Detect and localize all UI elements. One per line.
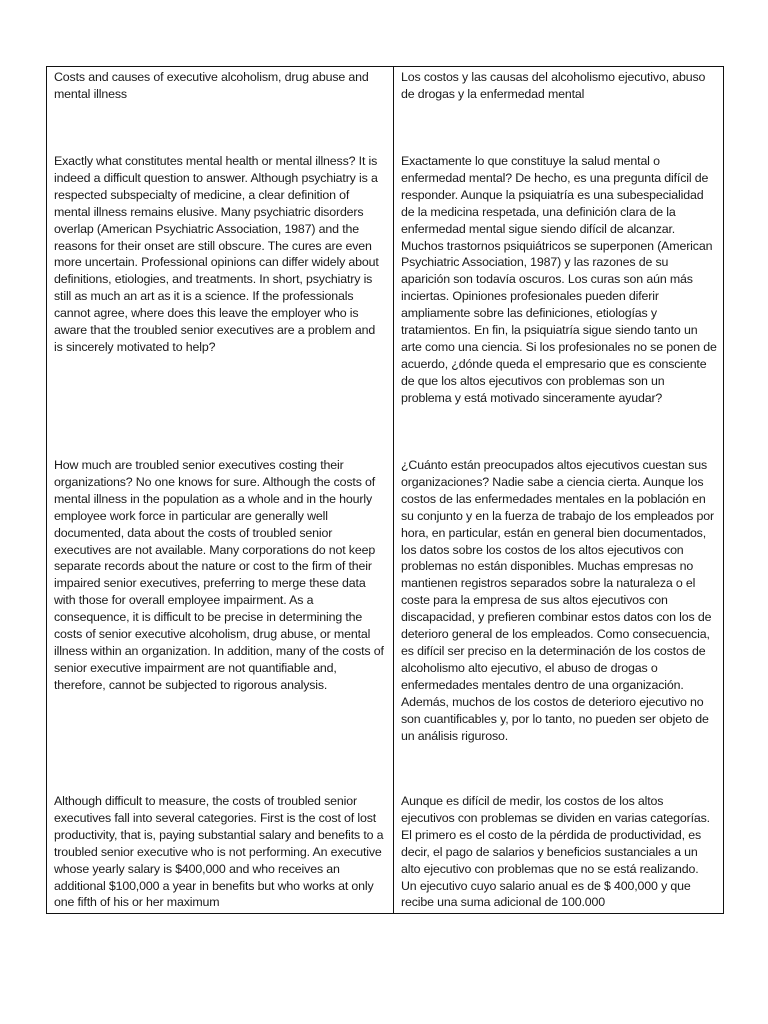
english-column bbox=[47, 67, 394, 914]
english-paragraph-3: Although difficult to measure, the costs of troubled senior executives fall into several categories. First is the cost of lost productivity, that is, paying substantial salary and benefits to a troubled senior executive who is not performing. An executive whose yearly salary is $400,000 and who receives an additional $100,000 a year in benefits but who works at only one fifth of his or her maximum bbox=[54, 794, 384, 910]
spanish-paragraph-1: Exactamente lo que constituye la salud mental o enfermedad mental? De hecho, es una pregunta difícil de responder. Aunque la psiquiatría es una subespecialidad de la medicina respetada, una definición clara de la enfermedad mental sigue siendo difícil de alcanzar. Muchos trastornos psiquiátricos se superponen (American Psychiatric Association, 1987) y las razones de su aparición son todavía oscuros. Los curas son aún más inciertas. Opiniones profesionales pueden diferir ampliamente sobre las definiciones, etiologías y tratamientos. En fin, la psiquiatría sigue siendo tanto un arte como una ciencia. Si los profesionales no se ponen de acuerdo, ¿dónde queda el empresario que es consciente de que los altos ejecutivos con problemas son un problema y está motivado sinceramente ayudar? bbox=[401, 154, 717, 405]
spanish-title: Los costos y las causas del alcoholismo ejecutivo, abuso de drogas y la enfermedad mental bbox=[401, 70, 706, 101]
english-paragraph-1: Exactly what constitutes mental health or mental illness? It is indeed a difficult question to answer. Although psychiatry is a respected subspecialty of medicine, a clear definition of mental illness remains elusive. Many psychiatric disorders overlap (American Psychiatric Association, 1987) and the reasons for their onset are still obscure. The cures are even more uncertain. Professional opinions can differ widely about definitions, etiologies, and treatments. In short, psychiatry is still as much an art as it is a science. If the professionals cannot agree, where does this leave the employer who is aware that the troubled senior executives are a problem and is sincerely motivated to help? bbox=[54, 154, 379, 354]
english-title: Costs and causes of executive alcoholism, drug abuse and mental illness bbox=[54, 70, 369, 101]
bilingual-table bbox=[46, 66, 724, 914]
spanish-paragraph-3: Aunque es difícil de medir, los costos de los altos ejecutivos con problemas se dividen en varias categorías. El primero es el costo de la pérdida de productividad, es decir, el pago de salarios y beneficios sustanciales a un alto ejecutivo con problemas que no se está realizando. Un ejecutivo cuyo salario anual es de $ 400,000 y que recibe una suma adicional de 100.000 bbox=[401, 794, 710, 910]
english-paragraph-2: How much are troubled senior executives costing their organizations? No one knows for sure. Although the costs of mental illness in the population as a whole and in the hourly employee work force in particular are generally well documented, data about the costs of troubled senior executives are not available. Many corporations do not keep separate records about the nature or cost to the firm of their impaired senior executives, preferring to merge these data with those for overall employee impairment. As a consequence, it is difficult to be precise in determining the costs of senior executive alcoholism, drug abuse, or mental illness within an organization. In addition, many of the costs of senior executive impairment are not quantifiable and, therefore, cannot be subjected to rigorous analysis. bbox=[54, 458, 384, 692]
spanish-column bbox=[394, 67, 724, 914]
spanish-paragraph-2: ¿Cuánto están preocupados altos ejecutivos cuestan sus organizaciones? Nadie sabe a ciencia cierta. Aunque los costos de las enfermedades mentales en la población en su conjunto y en la fuerza de trabajo de los empleados por hora, en particular, están en general bien documentados, los datos sobre los costos de los altos ejecutivos con problemas no están disponibles. Muchas empresas no mantienen registros separados sobre la naturaleza o el coste para la empresa de sus altos ejecutivos con discapacidad, y prefieren combinar estos datos con los de deterioro general de los empleados. Como consecuencia, es difícil ser preciso en la determinación de los costos de alcoholismo alto ejecutivo, el abuso de drogas o enfermedades mentales dentro de una organización. Además, muchos de los costos de deterioro ejecutivo no son cuantificables y, por lo tanto, no pueden ser objeto de un análisis riguroso. bbox=[401, 458, 714, 743]
